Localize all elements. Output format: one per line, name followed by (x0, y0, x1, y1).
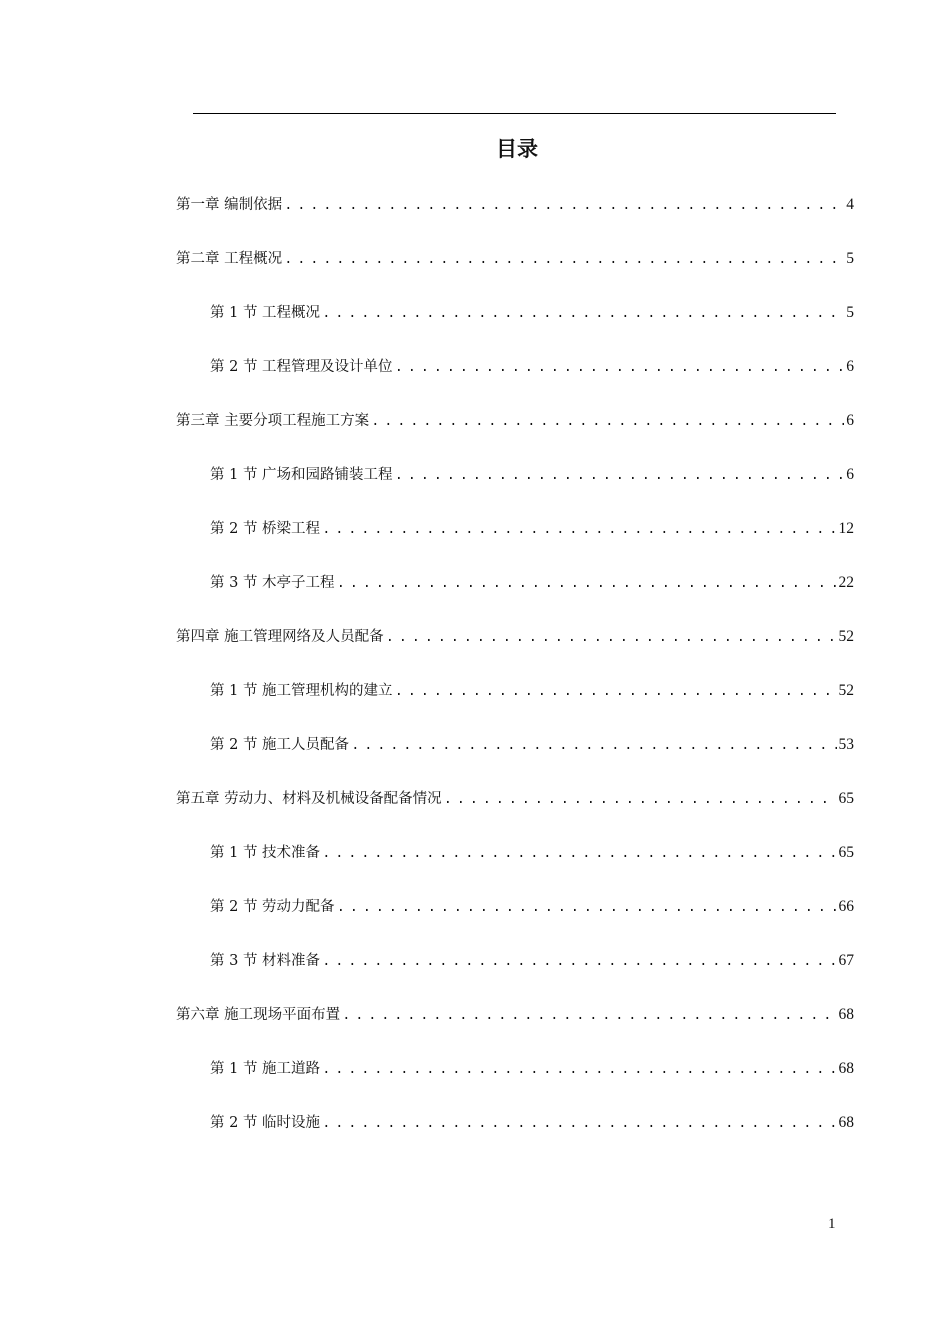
toc-entry-page: 68 (838, 1060, 854, 1077)
toc-entry-page: 5 (846, 304, 854, 321)
dot-leader (322, 1113, 836, 1135)
dot-leader (322, 843, 836, 865)
toc-entry-section[interactable] (176, 896, 854, 950)
toc-entry-label: 第 1 节 施工道路 (210, 1061, 321, 1077)
toc-entry-label: 第 3 节 材料准备 (210, 953, 321, 969)
toc-entry-label: 第 2 节 桥梁工程 (210, 521, 321, 537)
dot-leader (284, 195, 844, 217)
toc-entry-page: 6 (846, 412, 854, 429)
toc-entry-page: 6 (846, 358, 854, 375)
header-rule (193, 113, 836, 114)
toc-entry-page: 4 (846, 196, 854, 213)
toc-entry-label: 第 1 节 广场和园路铺装工程 (210, 467, 393, 483)
dot-leader (444, 789, 837, 811)
dot-leader (322, 951, 836, 973)
toc-entry-section[interactable] (176, 302, 854, 356)
toc-entry-label: 第 2 节 工程管理及设计单位 (210, 359, 393, 375)
dot-leader (351, 735, 836, 757)
toc-entry-label: 第 1 节 施工管理机构的建立 (210, 683, 393, 699)
toc-entry-page: 6 (846, 466, 854, 483)
toc-entry-page: 12 (838, 520, 854, 537)
toc-entry-label: 第 3 节 木亭子工程 (210, 575, 335, 591)
toc-entry-section[interactable] (176, 842, 854, 896)
toc-entry-chapter[interactable] (176, 248, 854, 302)
page-number: 1 (828, 1216, 836, 1232)
toc-entry-label: 第 2 节 施工人员配备 (210, 737, 350, 753)
dot-leader (371, 411, 844, 433)
toc-entry-page: 53 (838, 736, 854, 753)
toc-entry-page: 5 (846, 250, 854, 267)
toc-entry-label: 第 1 节 工程概况 (210, 305, 321, 321)
table-of-contents (176, 194, 854, 1166)
toc-entry-section[interactable] (176, 680, 854, 734)
toc-entry-label: 第五章 劳动力、材料及机械设备配备情况 (176, 791, 442, 807)
toc-entry-chapter[interactable] (176, 626, 854, 680)
toc-entry-label: 第 1 节 技术准备 (210, 845, 321, 861)
dot-leader (322, 519, 836, 541)
toc-entry-page: 65 (838, 790, 854, 807)
toc-entry-label: 第 2 节 劳动力配备 (210, 899, 335, 915)
toc-entry-section[interactable] (176, 734, 854, 788)
toc-entry-section[interactable] (176, 950, 854, 1004)
toc-entry-section[interactable] (176, 1058, 854, 1112)
toc-entry-page: 67 (838, 952, 854, 969)
toc-entry-section[interactable] (176, 1112, 854, 1166)
toc-entry-section[interactable] (176, 464, 854, 518)
toc-entry-label: 第四章 施工管理网络及人员配备 (176, 629, 384, 645)
dot-leader (395, 357, 845, 379)
toc-entry-page: 22 (838, 574, 854, 591)
toc-title: 目录 (496, 137, 538, 161)
toc-entry-page: 66 (838, 898, 854, 915)
toc-entry-label: 第 2 节 临时设施 (210, 1115, 321, 1131)
toc-entry-section[interactable] (176, 518, 854, 572)
toc-entry-label: 第二章 工程概况 (176, 251, 283, 267)
toc-entry-chapter[interactable] (176, 788, 854, 842)
dot-leader (386, 627, 837, 649)
toc-entry-section[interactable] (176, 572, 854, 626)
toc-entry-label: 第一章 编制依据 (176, 197, 283, 213)
dot-leader (337, 573, 837, 595)
toc-entry-page: 52 (838, 682, 854, 699)
toc-entry-label: 第六章 施工现场平面布置 (176, 1007, 341, 1023)
toc-entry-page: 68 (838, 1006, 854, 1023)
toc-entry-chapter[interactable] (176, 410, 854, 464)
toc-entry-page: 68 (838, 1114, 854, 1131)
dot-leader (322, 1059, 836, 1081)
toc-entry-chapter[interactable] (176, 1004, 854, 1058)
toc-entry-section[interactable] (176, 356, 854, 410)
dot-leader (395, 465, 845, 487)
dot-leader (337, 897, 837, 919)
dot-leader (342, 1005, 836, 1027)
toc-entry-page: 65 (838, 844, 854, 861)
toc-entry-page: 52 (838, 628, 854, 645)
dot-leader (395, 681, 837, 703)
toc-entry-chapter[interactable] (176, 194, 854, 248)
toc-entry-label: 第三章 主要分项工程施工方案 (176, 413, 370, 429)
dot-leader (322, 303, 844, 325)
dot-leader (284, 249, 844, 271)
